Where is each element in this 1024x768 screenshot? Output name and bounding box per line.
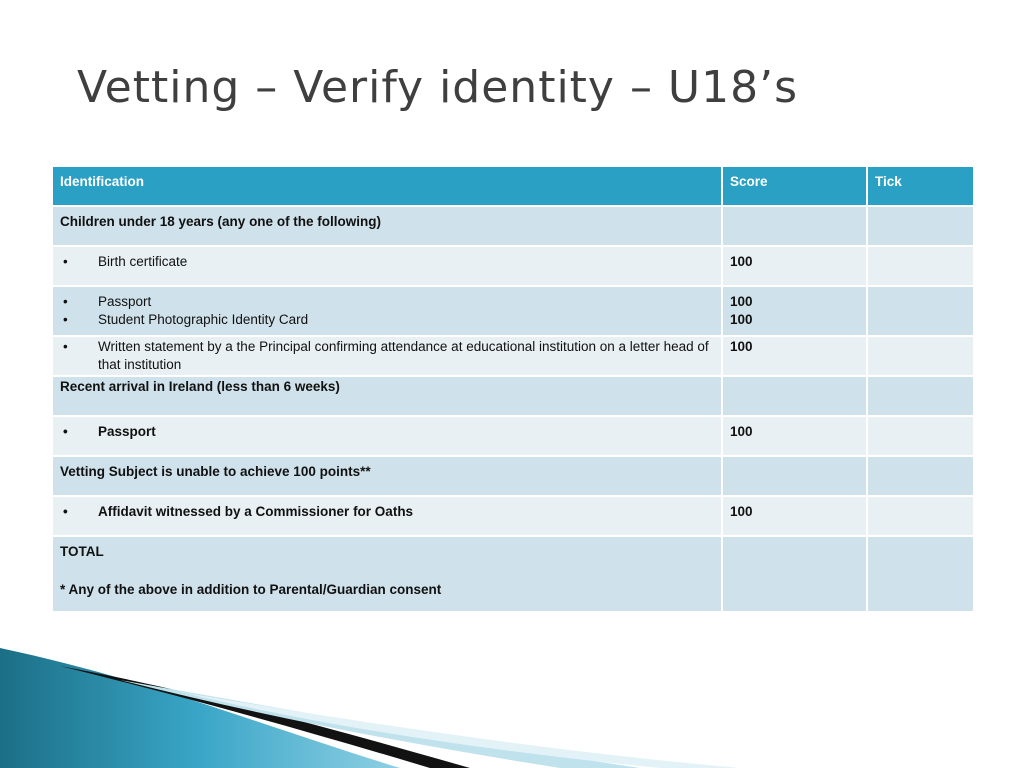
header-score: Score <box>722 166 867 206</box>
bullet: • <box>63 294 68 309</box>
identification-cell <box>52 496 722 536</box>
bullet: • <box>63 424 68 439</box>
header-tick: Tick <box>867 166 974 206</box>
student-card-label: Student Photographic Identity Card <box>98 312 309 327</box>
identification-table <box>51 165 975 613</box>
score-cell <box>722 536 867 612</box>
score-cell <box>722 376 867 416</box>
slide-title: Vetting – Verify identity – U18’s <box>77 62 799 113</box>
passport-label: Passport <box>98 294 152 309</box>
score-cell <box>722 456 867 496</box>
section-recent-label: Recent arrival in Ireland (less than 6 weeks) <box>52 376 722 416</box>
recent-passport-score: 100 <box>722 416 867 456</box>
decorative-swoosh <box>0 640 1024 768</box>
section-children-label: Children under 18 years (any one of the following) <box>52 206 722 246</box>
table-row <box>52 416 974 456</box>
tick-cell <box>867 286 974 336</box>
bullet: • <box>63 254 68 269</box>
written-statement-label: Written statement by a the Principal confirming attendance at educational institution on a letter head of that institution <box>98 339 709 372</box>
table-row <box>52 536 974 612</box>
identification-cell <box>52 286 722 336</box>
tick-cell <box>867 496 974 536</box>
total-label: TOTAL <box>60 544 104 559</box>
table-row <box>52 246 974 286</box>
bullet: • <box>63 339 68 354</box>
bullet: • <box>63 504 68 519</box>
table-header-row <box>52 166 974 206</box>
affidavit-score: 100 <box>722 496 867 536</box>
footnote: * Any of the above in addition to Parental/Guardian consent <box>60 582 442 597</box>
tick-cell <box>867 456 974 496</box>
identification-cell <box>52 416 722 456</box>
tick-cell <box>867 206 974 246</box>
tick-cell <box>867 336 974 376</box>
tick-cell <box>867 536 974 612</box>
tick-cell <box>867 376 974 416</box>
table-row <box>52 456 974 496</box>
affidavit-label: Affidavit witnessed by a Commissioner for Oaths <box>98 504 414 519</box>
table-row <box>52 286 974 336</box>
header-identification: Identification <box>52 166 722 206</box>
tick-cell <box>867 246 974 286</box>
written-statement-score: 100 <box>722 336 867 376</box>
recent-passport-label: Passport <box>98 424 156 439</box>
identification-cell <box>52 246 722 286</box>
tick-cell <box>867 416 974 456</box>
table-row <box>52 376 974 416</box>
table-row <box>52 336 974 376</box>
section-unable-label: Vetting Subject is unable to achieve 100 points** <box>52 456 722 496</box>
table-row <box>52 206 974 246</box>
student-card-score: 100 <box>730 312 753 327</box>
identification-cell <box>52 336 722 376</box>
birth-certificate-score: 100 <box>722 246 867 286</box>
table-row <box>52 496 974 536</box>
score-cell <box>722 286 867 336</box>
total-cell <box>52 536 722 612</box>
bullet: • <box>63 312 68 327</box>
score-cell <box>722 206 867 246</box>
passport-score: 100 <box>730 294 753 309</box>
birth-certificate-label: Birth certificate <box>98 254 188 269</box>
